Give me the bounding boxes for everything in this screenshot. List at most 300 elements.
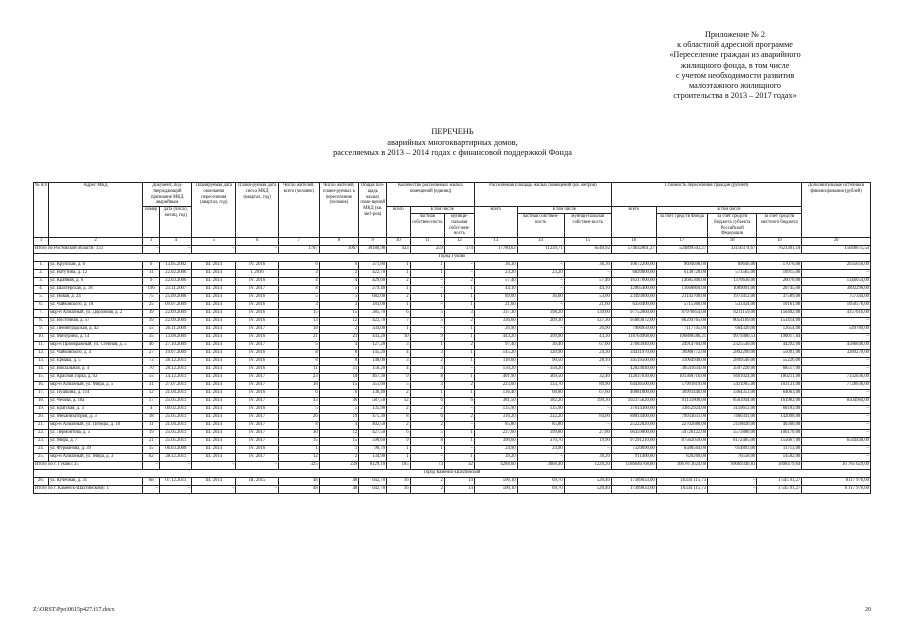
table-cell: 12 bbox=[387, 398, 411, 406]
table-cell: 67,00 bbox=[564, 342, 611, 350]
table-cell: 7728036,00 bbox=[802, 382, 871, 390]
table-cell: 9 bbox=[143, 278, 160, 286]
table-cell: – bbox=[160, 246, 192, 254]
table-cell: III. 2014 bbox=[192, 478, 236, 486]
table-cell: – bbox=[802, 390, 871, 398]
table-cell: 28.12.2011 bbox=[160, 366, 192, 374]
table-cell: 1 bbox=[410, 390, 444, 398]
table-cell: 1 bbox=[444, 430, 474, 438]
table-cell: 642,70 bbox=[359, 478, 387, 486]
table-cell: – bbox=[802, 358, 871, 366]
col-header: Общая пло-щадь жилых поме-щений МКД (кв. мет-ров) bbox=[359, 183, 387, 238]
table-cell: 67,60 bbox=[564, 390, 611, 398]
table-cell: 6 bbox=[410, 398, 444, 406]
table-cell: IV. 2016 bbox=[236, 334, 279, 342]
table-cell: III. 2014 bbox=[192, 390, 236, 398]
table-cell: 17389033,00 bbox=[611, 486, 656, 494]
table-cell: 89,00 bbox=[474, 294, 517, 302]
table-cell: ул. Крупская, д. 6 bbox=[48, 262, 142, 270]
table-cell: 06.03.2008 bbox=[160, 446, 192, 454]
table-cell: 85,80 bbox=[474, 422, 517, 430]
table-cell: 14 bbox=[517, 238, 564, 246]
table-cell: ул. Братская, д. 3 bbox=[48, 406, 142, 414]
table-cell: 36,30 bbox=[564, 262, 611, 270]
table-cell: 19 bbox=[143, 430, 160, 438]
table-cell: 590,10 bbox=[474, 478, 517, 486]
table-cell: IV. 2016 bbox=[236, 390, 279, 398]
table-cell: 161982,00 bbox=[757, 398, 802, 406]
table-row bbox=[34, 374, 871, 382]
table-cell: 21.04.2011 bbox=[160, 422, 192, 430]
table-cell: 21 bbox=[319, 334, 359, 342]
table-cell: 1370630,00 bbox=[708, 278, 757, 286]
table-cell: 26 bbox=[279, 414, 320, 422]
table-cell: 183,00 bbox=[359, 302, 387, 310]
table-cell: 98,70 bbox=[359, 446, 387, 454]
table-cell: – bbox=[444, 270, 474, 278]
table-cell: 3 bbox=[444, 310, 474, 318]
table-cell: 7320090,00 bbox=[611, 446, 656, 454]
table-row bbox=[34, 366, 871, 374]
table-cell: 8172485,00 bbox=[708, 438, 757, 446]
table-cell: мкр-н Алмазный, ул. Мира, д. 3 bbox=[48, 454, 142, 462]
col-header: Плани-руемая дата сноса МКД (квартал, год) bbox=[236, 183, 279, 238]
table-cell: 6 bbox=[143, 262, 160, 270]
table-cell: 4 bbox=[160, 238, 192, 246]
table-cell: 399,90 bbox=[517, 334, 564, 342]
table-cell: 97291210,00 bbox=[611, 438, 656, 446]
table-cell: – bbox=[564, 446, 611, 454]
table-row bbox=[34, 350, 871, 358]
table-cell: 9 bbox=[410, 334, 444, 342]
table-cell: 549789,00 bbox=[802, 326, 871, 334]
table-cell: 46 bbox=[143, 342, 160, 350]
table-cell: 2 bbox=[410, 478, 444, 486]
table-cell: ул. Красная Горка, д. 92 bbox=[48, 374, 142, 382]
table-cell: 3 bbox=[387, 358, 411, 366]
col-header: муници-пальная собствен-ность bbox=[564, 213, 611, 237]
register-table bbox=[33, 182, 871, 494]
table-cell: 2 bbox=[410, 422, 444, 430]
table-cell: IV. 2016 bbox=[236, 406, 279, 414]
col-header: Количество расселяемых жилых помещений (единиц) bbox=[387, 183, 475, 207]
table-cell: 24,30 bbox=[564, 350, 611, 358]
table-cell: III. 2014 bbox=[192, 398, 236, 406]
table-cell: 6 bbox=[236, 238, 279, 246]
table-cell: 3 bbox=[279, 270, 320, 278]
file-path: Z:\ORST\Ppo\0615p427.f17.docx bbox=[33, 607, 115, 613]
table-cell: 402,50 bbox=[359, 422, 387, 430]
table-cell: 2 bbox=[319, 326, 359, 334]
table-cell: 180211,00 bbox=[757, 374, 802, 382]
table-cell: 22. bbox=[34, 430, 49, 438]
table-row bbox=[34, 422, 871, 430]
table-cell: – bbox=[192, 462, 236, 470]
table-cell: 30 bbox=[279, 430, 320, 438]
table-cell: – bbox=[802, 270, 871, 278]
col-header: Адрес МКД bbox=[48, 183, 142, 238]
table-cell: 34431970,00 bbox=[611, 350, 656, 358]
table-cell: 21.04.2011 bbox=[160, 390, 192, 398]
table-cell: 20. bbox=[34, 414, 49, 422]
table-cell: 5 bbox=[319, 286, 359, 294]
table-cell: мкр-н Алмазный, ул. Победы, д. 10 bbox=[48, 422, 142, 430]
table-cell: 44,10 bbox=[564, 286, 611, 294]
table-cell: IV. 2016 bbox=[236, 310, 279, 318]
table-cell: 2892290,00 bbox=[708, 350, 757, 358]
table-cell: 8 bbox=[279, 358, 320, 366]
table-cell: IV. 2016 bbox=[236, 302, 279, 310]
table-cell: ул. Ватутина, д. 12 bbox=[48, 270, 142, 278]
table-cell: 427,50 bbox=[359, 430, 387, 438]
table-cell: 21143700,00 bbox=[656, 294, 707, 302]
table-cell: 232,20 bbox=[517, 414, 564, 422]
table-cell: 36991446,00 bbox=[656, 390, 707, 398]
table-row bbox=[34, 278, 871, 286]
table-cell: 642,70 bbox=[359, 486, 387, 494]
table-cell: 3. bbox=[34, 278, 49, 286]
table-body bbox=[34, 238, 871, 494]
section-row bbox=[34, 470, 871, 478]
table-cell: 1 bbox=[387, 270, 411, 278]
table-cell: 422,70 bbox=[359, 270, 387, 278]
annex-line: Приложение № 2 bbox=[705, 30, 765, 39]
table-cell: 8 117 976,00 bbox=[802, 486, 871, 494]
table-cell: 1 bbox=[387, 446, 411, 454]
table-cell: III. 2014 bbox=[192, 438, 236, 446]
table-cell: 135,90 bbox=[359, 406, 387, 414]
table-cell: – bbox=[802, 414, 871, 422]
table-cell: ул. Мира, д. 7 bbox=[48, 438, 142, 446]
col-header: всего bbox=[611, 207, 656, 238]
table-cell: 15. bbox=[34, 374, 49, 382]
table-cell: 10. bbox=[34, 334, 49, 342]
table-cell: 97752060,00 bbox=[611, 310, 656, 318]
col-header: Стоимость переселения граждан (рублей) bbox=[611, 183, 801, 207]
table-cell: 371,80 bbox=[359, 262, 387, 270]
table-cell: 1 bbox=[444, 358, 474, 366]
table-row bbox=[34, 430, 871, 438]
table-cell: 99669346,83 bbox=[708, 462, 757, 470]
table-cell: 79933631,00 bbox=[656, 414, 707, 422]
table-cell: – bbox=[236, 486, 279, 494]
table-cell: 27683940,00 bbox=[611, 342, 656, 350]
table-cell: 12. bbox=[34, 350, 49, 358]
table-cell: 2 bbox=[387, 390, 411, 398]
table-cell: 118,60 bbox=[474, 358, 517, 366]
table-cell: 199,80 bbox=[517, 430, 564, 438]
table-cell: 25.05.2011 bbox=[160, 430, 192, 438]
table-cell: 573565,00 bbox=[708, 270, 757, 278]
table-cell: 223,60 bbox=[474, 382, 517, 390]
table-cell: 97,40 bbox=[474, 342, 517, 350]
table-cell: 1 bbox=[410, 342, 444, 350]
table-cell: 14. bbox=[34, 366, 49, 374]
table-cell: 9694698,00 bbox=[656, 262, 707, 270]
table-cell: 467,30 bbox=[359, 374, 387, 382]
table-cell: 8 bbox=[319, 350, 359, 358]
table-cell: III. 2014 bbox=[192, 350, 236, 358]
table-cell: ул. Ермака, д. 5 bbox=[48, 358, 142, 366]
table-cell: 23. bbox=[34, 438, 49, 446]
table-cell: III. 2014 bbox=[192, 334, 236, 342]
table-cell: ул. Мичурина, д. 14 bbox=[48, 334, 142, 342]
table-cell: 25.05.2011 bbox=[160, 414, 192, 422]
table-cell: 2325530,00 bbox=[708, 342, 757, 350]
table-cell: III. 2014 bbox=[192, 318, 236, 326]
table-cell: IV. 2017 bbox=[236, 342, 279, 350]
table-cell: – bbox=[444, 406, 474, 414]
table-cell: 8054169,00 bbox=[708, 318, 757, 326]
table-cell: 23,20 bbox=[474, 270, 517, 278]
table-cell: 533434,00 bbox=[708, 302, 757, 310]
table-cell: 57,40 bbox=[474, 278, 517, 286]
table-cell: 26,90 bbox=[564, 326, 611, 334]
column-number-row bbox=[34, 238, 871, 246]
table-cell: 8 bbox=[279, 286, 320, 294]
table-cell: 4 bbox=[410, 366, 444, 374]
table-cell: – bbox=[802, 318, 871, 326]
table-cell: 16 785 629,00 bbox=[802, 462, 871, 470]
table-cell: 11 bbox=[143, 422, 160, 430]
table-cell: 36,30 bbox=[474, 262, 517, 270]
table-cell: 127,20 bbox=[359, 342, 387, 350]
table-cell: 1067 bbox=[319, 246, 359, 254]
table-cell: – bbox=[517, 302, 564, 310]
table-cell: 153414,00 bbox=[757, 318, 802, 326]
table-cell: 136,40 bbox=[474, 390, 517, 398]
table-cell: 9. bbox=[34, 326, 49, 334]
col-header: номер bbox=[143, 207, 160, 238]
table-cell: 19,90 bbox=[564, 438, 611, 446]
table-cell: 155667,00 bbox=[757, 438, 802, 446]
document-title bbox=[0, 127, 905, 159]
table-row bbox=[34, 270, 871, 278]
table-cell: 8129,10 bbox=[359, 462, 387, 470]
title-line-3: расселяемых в 2013 – 2014 годах с финансовой поддержкой Фонда bbox=[333, 148, 572, 157]
table-cell: 133,70 bbox=[517, 382, 564, 390]
table-cell: – bbox=[517, 286, 564, 294]
table-cell: 44,10 bbox=[474, 286, 517, 294]
table-cell: 2 bbox=[319, 270, 359, 278]
table-cell: Итого по Ростовской области: 133 bbox=[34, 246, 143, 254]
table-cell: 325 bbox=[279, 462, 320, 470]
table-cell: 101368716,00 bbox=[656, 374, 707, 382]
table-cell: 6 bbox=[444, 398, 474, 406]
table-cell: 103131,00 bbox=[757, 382, 802, 390]
table-cell: 1 bbox=[410, 446, 444, 454]
table-cell: 30988772,00 bbox=[656, 350, 707, 358]
table-cell: 1220,20 bbox=[564, 462, 611, 470]
table-cell: IV. 2017 bbox=[236, 414, 279, 422]
table-cell: 13.05.2002 bbox=[160, 262, 192, 270]
table-row bbox=[34, 342, 871, 350]
table-cell: 39,20 bbox=[564, 454, 611, 462]
table-row bbox=[34, 438, 871, 446]
table-cell: Город Гуково bbox=[34, 254, 871, 262]
table-cell: 21. bbox=[34, 422, 49, 430]
table-cell: ул. Чайковского, д. 4 bbox=[48, 350, 142, 358]
table-cell: 135,90 bbox=[474, 406, 517, 414]
table-cell: 8504984,00 bbox=[802, 398, 871, 406]
table-cell: 25222020,00 bbox=[611, 422, 656, 430]
table-cell: 4 bbox=[319, 278, 359, 286]
table-cell: 10 bbox=[387, 238, 411, 246]
annex-block bbox=[615, 30, 855, 101]
table-cell: 15 bbox=[279, 310, 320, 318]
table-cell: – bbox=[802, 422, 871, 430]
table-cell: 53,00 bbox=[564, 294, 611, 302]
table-cell: мкр-н Алмазный, ул. Мира, д. 5 bbox=[48, 382, 142, 390]
table-cell: 370,70 bbox=[517, 438, 564, 446]
table-cell: 443,20 bbox=[474, 334, 517, 342]
annex-line: с учетом необходимости развития bbox=[675, 70, 795, 80]
table-cell: 8 bbox=[410, 374, 444, 382]
table-cell: – bbox=[444, 422, 474, 430]
table-cell: 1898479,64 bbox=[757, 462, 802, 470]
table-cell: 1 bbox=[444, 302, 474, 310]
table-cell: 22702680,00 bbox=[656, 422, 707, 430]
table-cell: III. 2015 bbox=[236, 478, 279, 486]
table-cell: 2 bbox=[444, 342, 474, 350]
table-cell: IV. 2017 bbox=[236, 398, 279, 406]
table-cell: ул. Крайняя, д. 6 bbox=[48, 278, 142, 286]
table-cell: 70 bbox=[143, 366, 160, 374]
table-cell: ул. Лермонтова, д. 5 bbox=[48, 430, 142, 438]
table-cell: 1 bbox=[444, 326, 474, 334]
table-cell: 8 bbox=[279, 422, 320, 430]
table-cell: – bbox=[410, 302, 444, 310]
table-cell: 3892296,00 bbox=[802, 286, 871, 294]
table-cell: 23,20 bbox=[517, 270, 564, 278]
table-cell: 4 bbox=[387, 366, 411, 374]
col-header: всего bbox=[474, 207, 517, 238]
table-cell: 8503944,00 bbox=[708, 398, 757, 406]
table-cell: 106170,00 bbox=[757, 430, 802, 438]
table-cell: 590,60 bbox=[359, 438, 387, 446]
table-cell: III. 2014 bbox=[192, 278, 236, 286]
col-header: за счет средств местного бюджета bbox=[757, 213, 802, 237]
table-cell: III. 2014 bbox=[192, 422, 236, 430]
table-cell: 911400,00 bbox=[611, 454, 656, 462]
table-cell: 5. bbox=[34, 294, 49, 302]
table-cell: 24,90 bbox=[517, 446, 564, 454]
table-cell: 145,20 bbox=[474, 350, 517, 358]
table-cell: 8211159,00 bbox=[708, 310, 757, 318]
table-cell: 85,80 bbox=[517, 422, 564, 430]
table-cell: 1 bbox=[279, 446, 320, 454]
col-header: в том числе bbox=[656, 207, 802, 214]
table-cell: IV. 2017 bbox=[236, 326, 279, 334]
table-cell: 17076,00 bbox=[757, 262, 802, 270]
table-cell: 390,60 bbox=[474, 438, 517, 446]
table-cell: 6 bbox=[387, 430, 411, 438]
table-cell: 10672200,00 bbox=[611, 262, 656, 270]
table-cell: 316,20 bbox=[474, 414, 517, 422]
table-cell: 89,90 bbox=[564, 382, 611, 390]
table-cell: 520,40 bbox=[564, 478, 611, 486]
table-cell: – bbox=[708, 486, 757, 494]
table-cell: 8 bbox=[319, 358, 359, 366]
table-cell: 3 bbox=[279, 302, 320, 310]
table-cell: 7906950,00 bbox=[611, 326, 656, 334]
table-cell: 664320,00 bbox=[708, 326, 757, 334]
table-cell: 127,30 bbox=[564, 318, 611, 326]
table-cell: 15 bbox=[279, 438, 320, 446]
table-cell: IV. 2016 bbox=[236, 350, 279, 358]
table-cell: 10 bbox=[387, 334, 411, 342]
table-cell: 17 bbox=[656, 238, 707, 246]
table-cell: 16 bbox=[387, 486, 411, 494]
table-cell: 22.02.2006 bbox=[160, 270, 192, 278]
table-cell: 22.09.2009 bbox=[160, 310, 192, 318]
table-cell: III. 2014 bbox=[192, 454, 236, 462]
table-cell: ул. Фурманова, д. 39 bbox=[48, 446, 142, 454]
table-cell: IV. 2016 bbox=[236, 278, 279, 286]
table-cell: 15 bbox=[319, 310, 359, 318]
table-cell: 7. bbox=[34, 310, 49, 318]
table-cell: 5 bbox=[410, 430, 444, 438]
table-cell: 3597220,00 bbox=[708, 366, 757, 374]
table-cell: 12 bbox=[143, 390, 160, 398]
table-cell: 40881800,00 bbox=[611, 390, 656, 398]
table-cell: 26.11.2009 bbox=[160, 326, 192, 334]
table-cell: III. 2014 bbox=[192, 430, 236, 438]
table-cell: 17780,63 bbox=[474, 246, 517, 254]
table-cell: 19 bbox=[319, 414, 359, 422]
table-cell: – bbox=[517, 278, 564, 286]
table-cell: – bbox=[802, 334, 871, 342]
table-cell: 26. bbox=[34, 478, 49, 486]
table-row bbox=[34, 286, 871, 294]
table-cell: 68,80 bbox=[517, 390, 564, 398]
table-cell: 381,50 bbox=[474, 398, 517, 406]
table-cell: 1 bbox=[387, 454, 411, 462]
table-cell: 16. bbox=[34, 382, 49, 390]
table-cell: 139,00 bbox=[564, 310, 611, 318]
table-cell: – bbox=[143, 486, 160, 494]
table-cell: 13 bbox=[474, 238, 517, 246]
table-cell: 28,10 bbox=[564, 358, 611, 366]
table-cell: 15 bbox=[319, 438, 359, 446]
table-cell: ул. Вокзальная, д. 4 bbox=[48, 366, 142, 374]
table-cell: 336,60 bbox=[474, 318, 517, 326]
table-cell: 1973412,00 bbox=[708, 294, 757, 302]
page-number: 20 bbox=[865, 607, 871, 613]
table-cell: 43,30 bbox=[564, 334, 611, 342]
table-cell: IV. 2017 bbox=[236, 438, 279, 446]
table-cell: 17 bbox=[143, 398, 160, 406]
table-cell: 12 bbox=[279, 454, 320, 462]
col-header: частная собствен-ность bbox=[410, 213, 444, 237]
col-header: Расселяемая площадь жилых помещений (кв. метров) bbox=[474, 183, 611, 207]
table-cell: 75 bbox=[143, 294, 160, 302]
table-cell: 8 bbox=[319, 238, 359, 246]
table-cell: 11 bbox=[143, 270, 160, 278]
table-cell: 13 bbox=[279, 318, 320, 326]
table-cell: Город Каменск-Шахтинский bbox=[34, 470, 871, 478]
table-cell: 48 bbox=[319, 486, 359, 494]
table-cell: 443,20 bbox=[359, 334, 387, 342]
table-cell: 2 bbox=[410, 486, 444, 494]
table-row bbox=[34, 334, 871, 342]
table-cell: Итого по г. Каменск-Шахтинскому: 1 bbox=[34, 486, 143, 494]
table-cell: ул. Шахтерская, д. 18 bbox=[48, 286, 142, 294]
col-header: в том числе bbox=[517, 207, 611, 214]
table-cell: 1 bbox=[410, 294, 444, 302]
table-cell: 4 bbox=[387, 350, 411, 358]
table-cell: 30,40 bbox=[517, 342, 564, 350]
